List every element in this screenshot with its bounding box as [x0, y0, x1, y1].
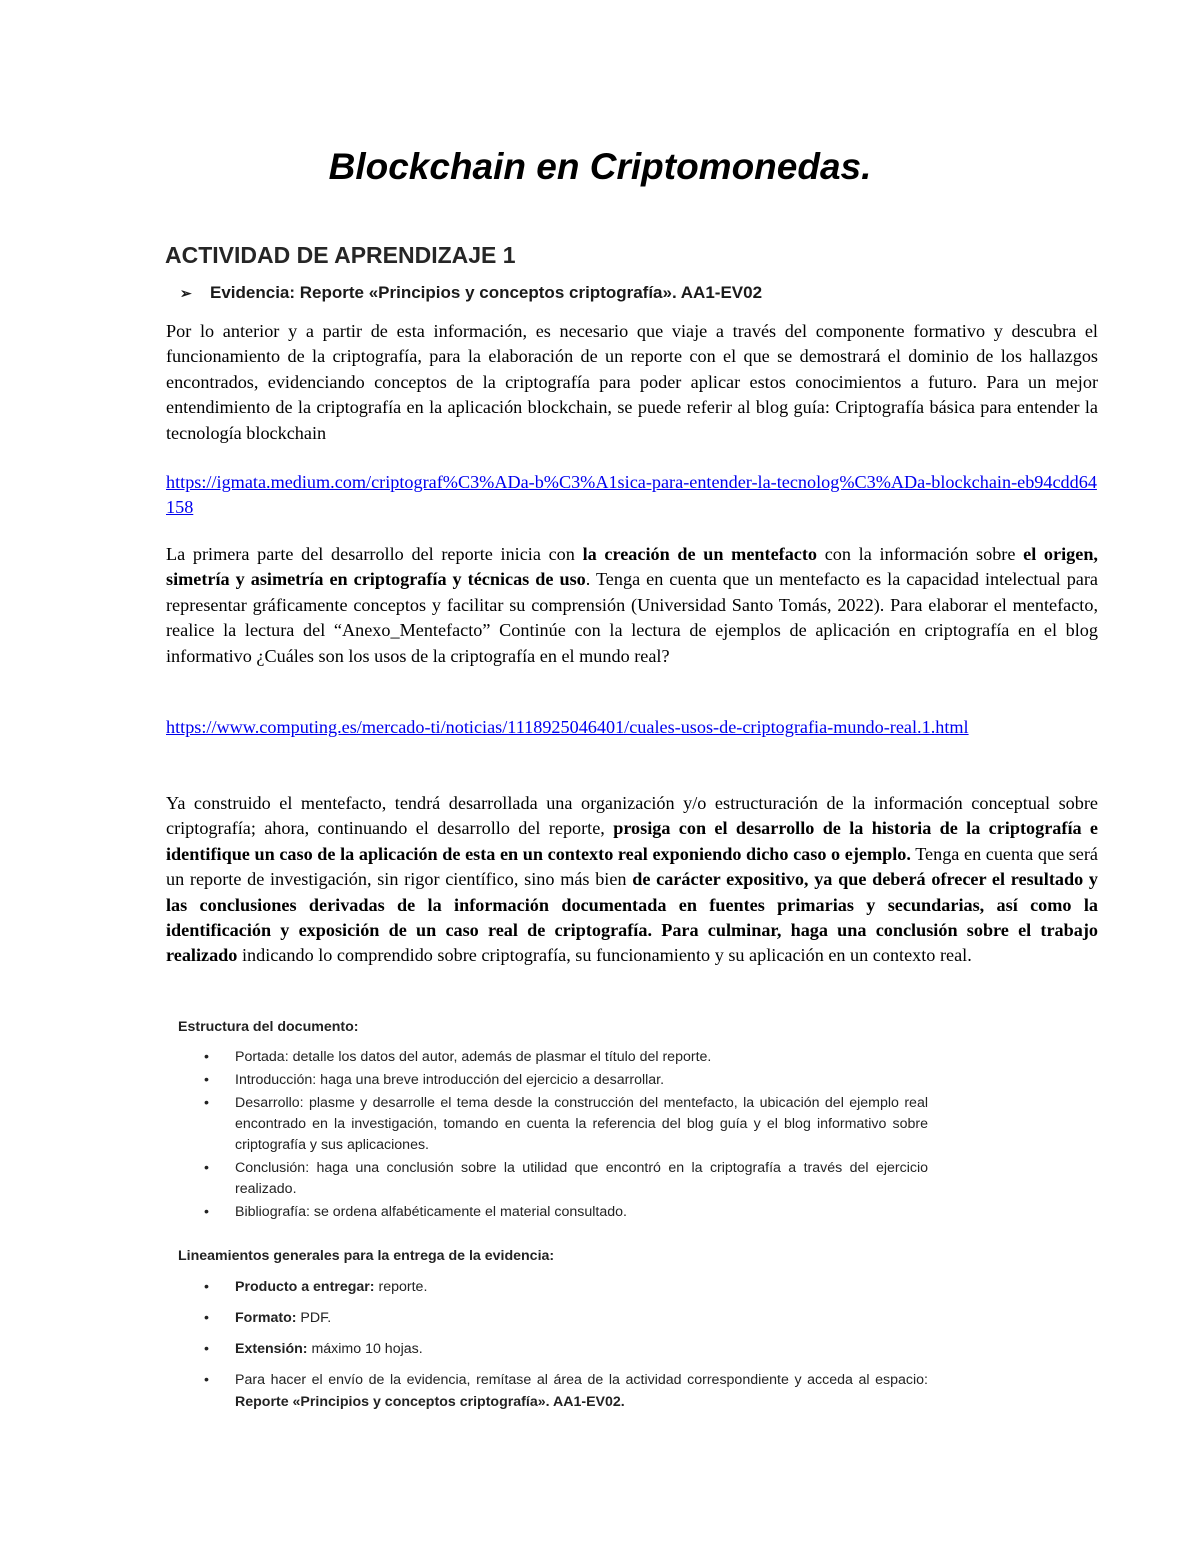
list-item: • Conclusión: haga una conclusión sobre la utilidad que encontró en la criptografía a través del ejercicio realizado. — [204, 1160, 928, 1197]
list-item: • Portada: detalle los datos del autor, además de plasmar el título del reporte. — [178, 1047, 928, 1068]
para3-bold-2: de carácter expositivo, ya que deberá ofrecer el resultado y las conclusiones derivadas de la información documentada en fuentes primarias y secundarias, así como la identificación y exposición de un caso real de criptografía. Para culminar, haga una conclusión sobre el trabajo realizado — [166, 869, 1098, 966]
para2-bold-1: la creación de un mentefacto — [582, 544, 818, 564]
evidence-text: Evidencia: Reporte «Principios y conceptos criptografía». AA1-EV02 — [210, 283, 763, 302]
document-title: Blockchain en Criptomonedas. — [328, 146, 872, 187]
bullet-icon: • — [204, 1072, 209, 1088]
bullet-icon: • — [204, 1372, 209, 1388]
para3-bold-1: prosiga con el desarrollo de la historia de la criptografía e identifique un caso de la aplicación de esta en un contexto real exponiendo dicho caso o ejemplo. — [166, 818, 1098, 864]
bullet-icon: • — [204, 1341, 209, 1357]
paragraph-intro: Por lo anterior y a partir de esta información, es necesario que viaje a través del componente formativo y descubra el funcionamiento de la criptografía, para la elaboración de un reporte con el que se demostrará el dominio de los hallazgos encontrados, evidenciando conceptos de la criptografía para poder aplicar estos conocimientos a futuro. Para un mejor entendimiento de la criptografía en la aplicación blockchain, se puede referir al blog guía: Criptografía básica para entender la tecnología blockchain — [166, 321, 1098, 443]
link-blog-informativo-wrap — [166, 715, 1098, 740]
guidelines-list — [178, 1276, 928, 1413]
link-blog-informativo[interactable]: https://www.computing.es/mercado-ti/noticias/1118925046401/cuales-usos-de-criptografia-mundo-real.1.html — [166, 717, 969, 737]
para2-text-2: con la información sobre — [817, 544, 1024, 564]
delivery-guidelines-section — [178, 1246, 928, 1422]
para3-text-2: Tenga en cuenta que será un reporte de investigación, sin rigor científico, sino más bien — [166, 843, 1098, 890]
document-structure-section — [178, 1017, 928, 1225]
list-item: • Formato: PDF. — [178, 1307, 928, 1329]
list-item: • Desarrollo: plasme y desarrolle el tema desde la construcción del mentefacto, la ubicación del ejemplo real encontrado en la investigación, tomando en cuenta la referencia del blog guía y el blog informativo sobre criptografía y sus aplicaciones. — [204, 1095, 928, 1153]
para3-text-3: indicando lo comprendido sobre criptografía, su funcionamiento y su aplicación en un contexto real. — [237, 945, 972, 966]
arrow-bullet-icon: ➢ — [180, 285, 192, 301]
list-item: • Producto a entregar: reporte. — [178, 1276, 928, 1298]
link-blog-guia[interactable]: https://igmata.medium.com/criptograf%C3%ADa-b%C3%A1sica-para-entender-la-tecnolog%C3%ADa-blockchain-eb94cdd64158 — [166, 472, 1097, 518]
evidence-line — [180, 281, 762, 305]
bullet-icon: • — [204, 1310, 209, 1326]
activity-heading: ACTIVIDAD DE APRENDIZAJE 1 — [165, 242, 516, 268]
bullet-icon: • — [204, 1095, 209, 1111]
structure-heading: Estructura del documento: — [178, 1019, 359, 1035]
list-item: • Bibliografía: se ordena alfabéticamente el material consultado. — [178, 1202, 928, 1223]
para2-bold-2: el origen, simetría y asimetría en criptografía y técnicas de uso — [166, 544, 1098, 590]
para3-text-1: Ya construido el mentefacto, tendrá desarrollada una organización y/o estructuración de la información conceptual sobre criptografía; ahora, continuando el desarrollo del reporte, — [166, 793, 1098, 839]
bullet-icon: • — [204, 1279, 209, 1295]
list-item: • Extensión: máximo 10 hojas. — [178, 1338, 928, 1360]
list-item: • Introducción: haga una breve introducción del ejercicio a desarrollar. — [178, 1070, 928, 1091]
bullet-icon: • — [204, 1049, 209, 1065]
structure-list — [178, 1047, 928, 1223]
link-blog-guia-wrap — [166, 470, 1098, 521]
list-item: • Para hacer el envío de la evidencia, remítase al área de la actividad correspondiente y acceda al espacio: Reporte «Principios y conceptos criptografía». AA1-EV02. — [178, 1369, 928, 1413]
paragraph-mentefacto — [166, 542, 1098, 669]
para2-text-1: La primera parte del desarrollo del reporte inicia con — [166, 544, 583, 564]
para2-text-3: . Tenga en cuenta que un mentefacto es la capacidad intelectual para representar gráficamente conceptos y facilitar su comprensión (Universidad Santo Tomás, 2022). Para elaborar el mentefacto, realice la lectura del “Anexo_Mentefacto” Continúe con la lectura de ejemplos de aplicación en criptografía en el blog informativo ¿Cuáles son los usos de la criptografía en el mundo real? — [166, 569, 1098, 666]
paragraph-historia — [166, 791, 1098, 969]
guidelines-heading: Lineamientos generales para la entrega de la evidencia: — [178, 1248, 555, 1264]
bullet-icon: • — [204, 1160, 209, 1176]
bullet-icon: • — [204, 1204, 209, 1220]
